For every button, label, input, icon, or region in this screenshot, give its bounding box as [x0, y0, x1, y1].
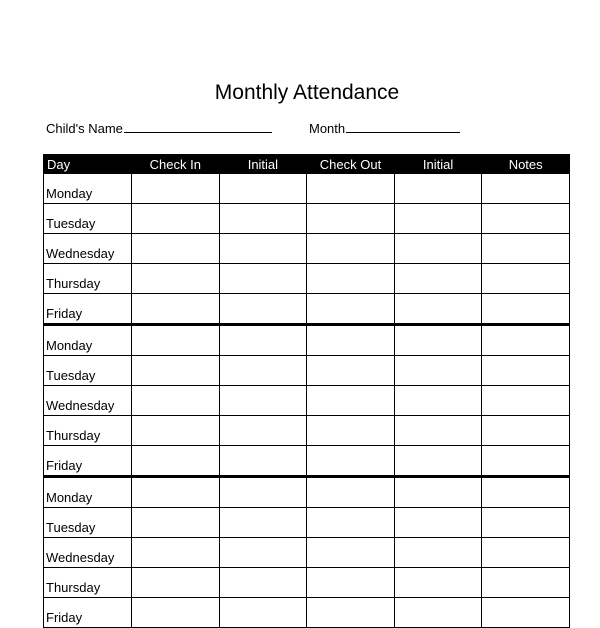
table-row — [44, 204, 570, 234]
table-body — [44, 174, 570, 628]
check-in-cell[interactable] — [132, 386, 220, 416]
notes-cell[interactable] — [482, 174, 570, 204]
check-out-cell[interactable] — [307, 204, 395, 234]
page-title: Monthly Attendance — [214, 81, 400, 104]
header-initial-in: Initial — [219, 155, 307, 174]
check-out-cell[interactable] — [307, 538, 395, 568]
table-row — [44, 446, 570, 477]
initial-in-cell[interactable] — [219, 446, 307, 477]
initial-in-cell[interactable] — [219, 325, 307, 356]
check-out-cell[interactable] — [307, 416, 395, 446]
initial-out-cell[interactable] — [394, 264, 482, 294]
table-row — [44, 294, 570, 325]
notes-cell[interactable] — [482, 356, 570, 386]
check-in-cell[interactable] — [132, 264, 220, 294]
initial-out-cell[interactable] — [394, 356, 482, 386]
header-check-in: Check In — [132, 155, 220, 174]
day-cell: Tuesday — [44, 508, 132, 538]
notes-cell[interactable] — [482, 598, 570, 628]
notes-cell[interactable] — [482, 294, 570, 325]
initial-out-cell[interactable] — [394, 174, 482, 204]
initial-in-cell[interactable] — [219, 174, 307, 204]
initial-in-cell[interactable] — [219, 204, 307, 234]
child-name-label: Child's Name — [46, 121, 123, 136]
initial-out-cell[interactable] — [394, 568, 482, 598]
table-row — [44, 508, 570, 538]
table-row — [44, 234, 570, 264]
initial-out-cell[interactable] — [394, 386, 482, 416]
header-day: Day — [44, 155, 132, 174]
check-in-cell[interactable] — [132, 538, 220, 568]
initial-out-cell[interactable] — [394, 538, 482, 568]
month-field — [309, 119, 460, 137]
day-cell: Tuesday — [44, 356, 132, 386]
table-header-row — [44, 155, 570, 174]
check-out-cell[interactable] — [307, 508, 395, 538]
check-out-cell[interactable] — [307, 264, 395, 294]
check-out-cell[interactable] — [307, 446, 395, 477]
day-cell: Thursday — [44, 264, 132, 294]
initial-out-cell[interactable] — [394, 508, 482, 538]
header-check-out: Check Out — [307, 155, 395, 174]
check-in-cell[interactable] — [132, 356, 220, 386]
table-row — [44, 477, 570, 508]
check-in-cell[interactable] — [132, 477, 220, 508]
check-in-cell[interactable] — [132, 325, 220, 356]
initial-in-cell[interactable] — [219, 264, 307, 294]
check-out-cell[interactable] — [307, 174, 395, 204]
table-row — [44, 356, 570, 386]
check-out-cell[interactable] — [307, 568, 395, 598]
check-in-cell[interactable] — [132, 568, 220, 598]
initial-in-cell[interactable] — [219, 416, 307, 446]
attendance-table — [43, 154, 570, 628]
check-in-cell[interactable] — [132, 446, 220, 477]
day-cell: Wednesday — [44, 386, 132, 416]
day-cell: Thursday — [44, 568, 132, 598]
table-row — [44, 386, 570, 416]
notes-cell[interactable] — [482, 204, 570, 234]
day-cell: Monday — [44, 174, 132, 204]
check-out-cell[interactable] — [307, 356, 395, 386]
check-out-cell[interactable] — [307, 294, 395, 325]
day-cell: Wednesday — [44, 538, 132, 568]
day-cell: Monday — [44, 477, 132, 508]
initial-out-cell[interactable] — [394, 294, 482, 325]
header-initial-out: Initial — [394, 155, 482, 174]
check-out-cell[interactable] — [307, 386, 395, 416]
initial-in-cell[interactable] — [219, 568, 307, 598]
initial-out-cell[interactable] — [394, 204, 482, 234]
table-row — [44, 568, 570, 598]
check-in-cell[interactable] — [132, 234, 220, 264]
day-cell: Monday — [44, 325, 132, 356]
table-row — [44, 416, 570, 446]
day-cell: Thursday — [44, 416, 132, 446]
check-in-cell[interactable] — [132, 174, 220, 204]
initial-in-cell[interactable] — [219, 386, 307, 416]
month-label: Month — [309, 121, 346, 136]
notes-cell[interactable] — [482, 538, 570, 568]
header-notes: Notes — [482, 155, 570, 174]
initial-in-cell[interactable] — [219, 234, 307, 264]
notes-cell[interactable] — [482, 234, 570, 264]
initial-in-cell[interactable] — [219, 477, 307, 508]
notes-cell[interactable] — [482, 325, 570, 356]
initial-in-cell[interactable] — [219, 538, 307, 568]
initial-out-cell[interactable] — [394, 234, 482, 264]
initial-out-cell[interactable] — [394, 598, 482, 628]
notes-cell[interactable] — [482, 386, 570, 416]
child-name-input-line[interactable] — [124, 119, 272, 133]
check-in-cell[interactable] — [132, 416, 220, 446]
table-row — [44, 325, 570, 356]
check-in-cell[interactable] — [132, 294, 220, 325]
notes-cell[interactable] — [482, 446, 570, 477]
initial-in-cell[interactable] — [219, 598, 307, 628]
table-row — [44, 598, 570, 628]
day-cell: Tuesday — [44, 204, 132, 234]
table-row — [44, 264, 570, 294]
day-cell: Friday — [44, 598, 132, 628]
check-in-cell[interactable] — [132, 508, 220, 538]
check-in-cell[interactable] — [132, 204, 220, 234]
check-out-cell[interactable] — [307, 598, 395, 628]
check-out-cell[interactable] — [307, 477, 395, 508]
notes-cell[interactable] — [482, 568, 570, 598]
initial-out-cell[interactable] — [394, 446, 482, 477]
notes-cell[interactable] — [482, 477, 570, 508]
check-out-cell[interactable] — [307, 325, 395, 356]
initial-in-cell[interactable] — [219, 356, 307, 386]
initial-in-cell[interactable] — [219, 294, 307, 325]
day-cell: Wednesday — [44, 234, 132, 264]
notes-cell[interactable] — [482, 416, 570, 446]
initial-in-cell[interactable] — [219, 508, 307, 538]
day-cell: Friday — [44, 446, 132, 477]
check-out-cell[interactable] — [307, 234, 395, 264]
notes-cell[interactable] — [482, 508, 570, 538]
day-cell: Friday — [44, 294, 132, 325]
initial-out-cell[interactable] — [394, 416, 482, 446]
check-in-cell[interactable] — [132, 598, 220, 628]
child-name-field — [46, 119, 272, 137]
table-row — [44, 538, 570, 568]
table-row — [44, 174, 570, 204]
initial-out-cell[interactable] — [394, 477, 482, 508]
notes-cell[interactable] — [482, 264, 570, 294]
month-input-line[interactable] — [346, 119, 460, 133]
initial-out-cell[interactable] — [394, 325, 482, 356]
